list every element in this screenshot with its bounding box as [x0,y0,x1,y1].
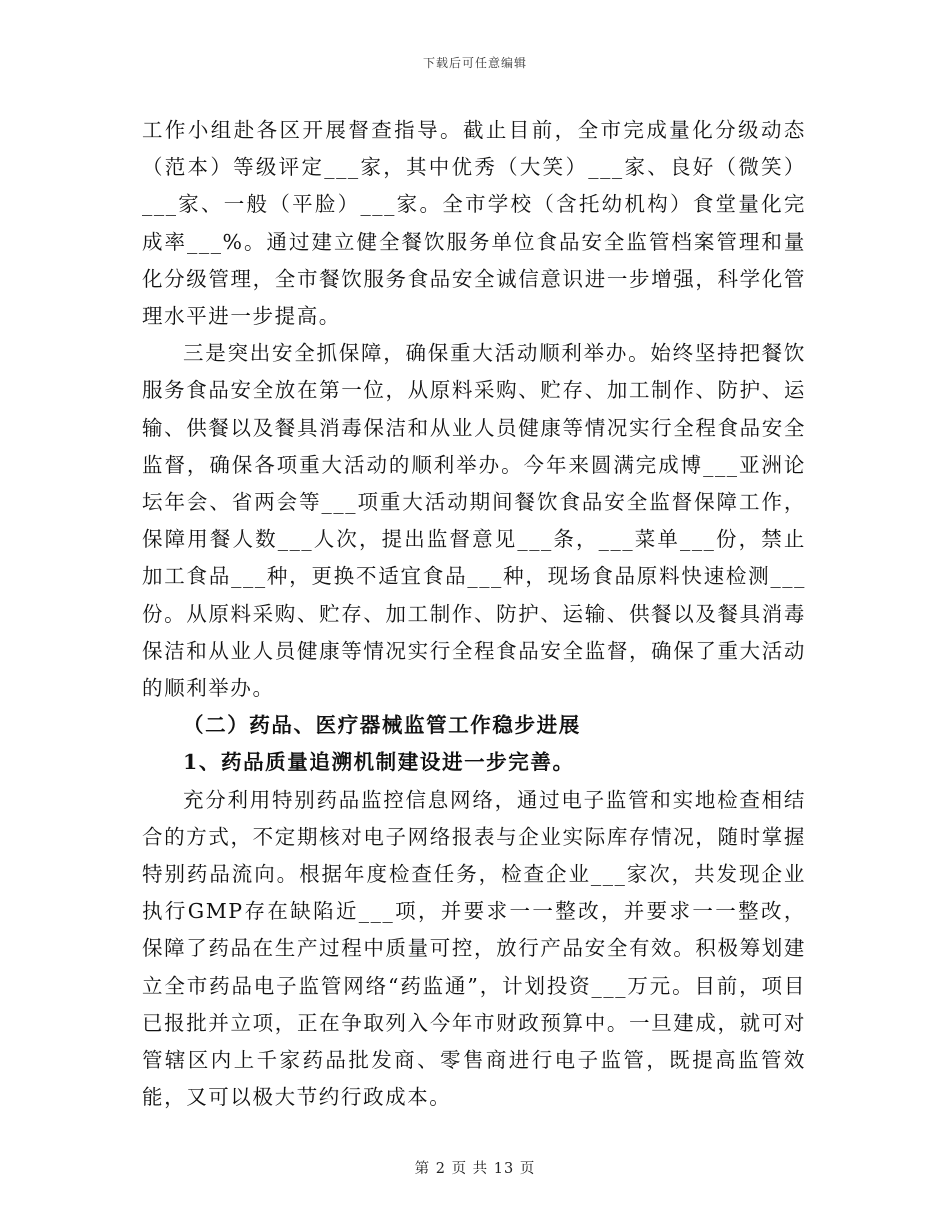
page-header: 下载后可任意编辑 [422,56,527,70]
document-body [142,112,806,1116]
paragraph-continuation: 工作小组赴各区开展督查指导。截止目前，全市完成量化分级动态（范本）等级评定___家，其中优秀（大笑）___家、良好（微笑）___家、一般（平脸）___家。全市学校（含托幼机构）食堂量化完成率___%。通过建立健全餐饮服务单位食品安全监管档案管理和量化分级管理，全市餐饮服务食品安全诚信意识进一步增强，科学化管理水平进一步提高。 [142,118,806,329]
page-footer: 第 2 页 共 13 页 [414,1161,536,1177]
subsection-heading: 1、药品质量追溯机制建设进一步完善。 [183,750,575,775]
paragraph-major-events: 三是突出安全抓保障，确保重大活动顺利举办。始终坚持把餐饮服务食品安全放在第一位，从原料采购、贮存、加工制作、防护、运输、供餐以及餐具消毒保洁和从业人员健康等情况实行全程食品安全监督，确保各项重大活动的顺利举办。今年来圆满完成博___亚洲论坛年会、省两会等___项重大活动期间餐饮食品安全监督保障工作，保障用餐人数___人次，提出监督意见___条，___菜单___份，禁止加工食品___种，更换不适宜食品___种，现场食品原料快速检测___份。从原料采购、贮存、加工制作、防护、运输、供餐以及餐具消毒保洁和从业人员健康等情况实行全程食品安全监督，确保了重大活动的顺利举办。 [142,341,806,701]
paragraph-drug-traceability: 充分利用特别药品监控信息网络，通过电子监管和实地检查相结合的方式，不定期核对电子网络报表与企业实际库存情况，随时掌握特别药品流向。根据年度检查任务，检查企业___家次，共发现企业执行GMP存在缺陷近___项，并要求一一整改，并要求一一整改，保障了药品在生产过程中质量可控，放行产品安全有效。积极筹划建立全市药品电子监管网络“药监通”，计划投资___万元。目前，项目已报批并立项，正在争取列入今年市财政预算中。一旦建成，就可对管辖区内上千家药品批发商、零售商进行电子监管，既提高监管效能，又可以极大节约行政成本。 [142,787,806,1110]
section-heading: （二）药品、医疗器械监管工作稳步进展 [183,713,581,738]
